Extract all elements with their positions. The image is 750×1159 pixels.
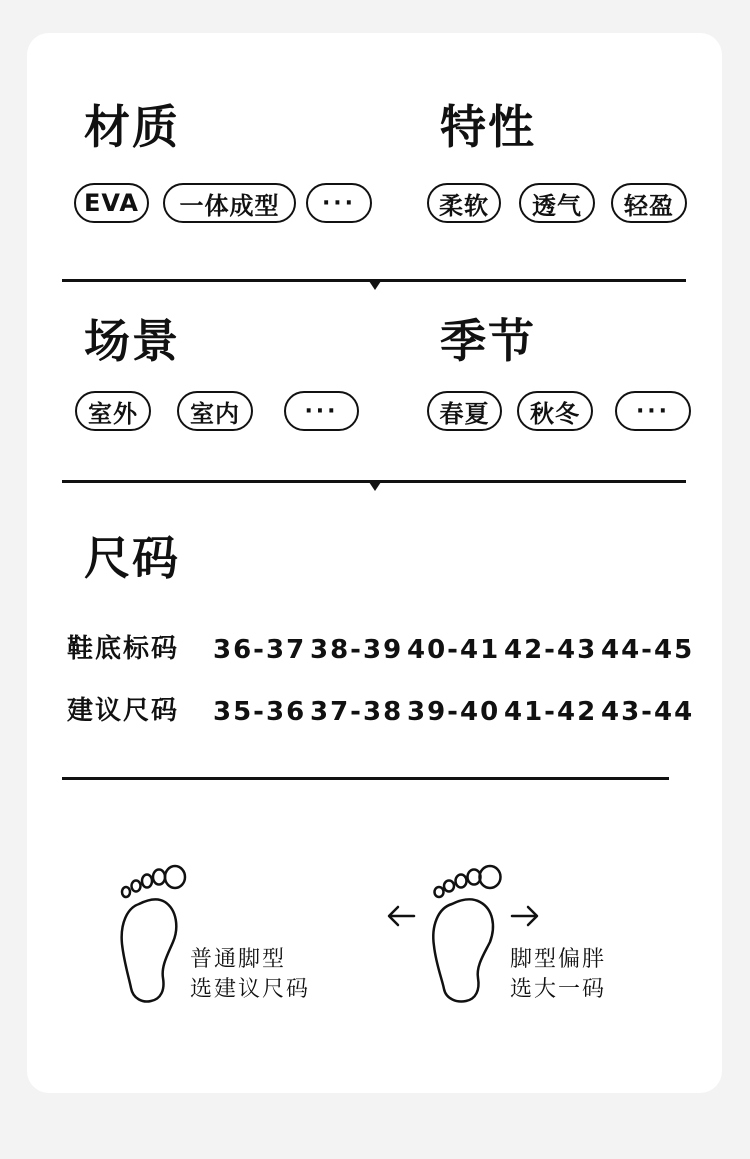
size-suggested-1: 35-36 [213,697,307,727]
tag-indoor: 室内 [177,391,253,431]
scene-title: 场景 [84,314,180,368]
size-row-label-suggested: 建议尺码 [67,696,180,726]
tag-one-piece: 一体成型 [163,183,296,223]
tag-more-season: ··· [615,391,691,431]
tag-breathable: 透气 [519,183,595,223]
size-sole-4: 42-43 [504,635,598,665]
tag-more-material: ··· [306,183,372,223]
tag-light: 轻盈 [611,183,687,223]
size-sole-5: 44-45 [601,635,695,665]
arrow-right-icon [510,904,540,928]
features-title: 特性 [440,100,536,154]
size-suggested-5: 43-44 [601,697,695,727]
arrow-left-icon [386,904,416,928]
size-suggested-3: 39-40 [407,697,501,727]
size-suggested-4: 41-42 [504,697,598,727]
size-sole-2: 38-39 [310,635,404,665]
tip-wide-line2: 选大一码 [510,977,607,1002]
tip-wide-line1: 脚型偏胖 [510,947,607,972]
tag-soft: 柔软 [427,183,501,223]
divider-3 [62,777,669,780]
divider-notch-1 [369,281,381,290]
size-suggested-2: 37-38 [310,697,404,727]
foot-wide-icon [428,862,506,1004]
tag-more-scene: ··· [284,391,359,431]
divider-notch-2 [369,482,381,491]
season-title: 季节 [440,314,536,368]
tag-autumn-winter: 秋冬 [517,391,593,431]
tip-normal-line2: 选建议尺码 [190,977,311,1002]
size-title: 尺码 [84,531,180,585]
tip-normal-line1: 普通脚型 [190,947,287,972]
foot-normal-icon [115,862,190,1004]
tag-eva: EVA [74,183,149,223]
tag-outdoor: 室外 [75,391,151,431]
tag-spring-summer: 春夏 [427,391,502,431]
size-sole-1: 36-37 [213,635,307,665]
size-sole-3: 40-41 [407,635,501,665]
size-row-label-sole: 鞋底标码 [67,634,180,664]
material-title: 材质 [84,100,180,154]
